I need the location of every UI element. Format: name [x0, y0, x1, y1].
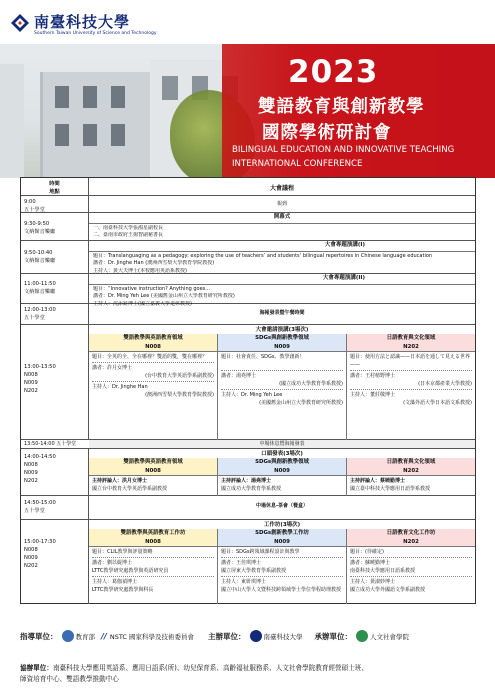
session-heading: 口頭發表(3場次)	[89, 449, 475, 461]
session-heading: 大會專題演講(II)	[89, 274, 475, 285]
session-speaker: 講者：劉苡緹博士	[92, 560, 133, 567]
co-organizer-text-2: 師資培育中心、雙語教學推動中心	[20, 674, 119, 683]
header-time-place	[21, 178, 89, 195]
divider	[221, 389, 343, 390]
host-unit: 南臺科技大學	[263, 632, 303, 641]
session-heading: 開幕式	[89, 213, 475, 224]
session-track: 雙語教學與英語教育領域	[123, 459, 183, 465]
photo-window	[162, 76, 178, 100]
session-column	[347, 529, 475, 605]
sponsor-host	[250, 630, 303, 642]
photo-window	[111, 124, 125, 146]
row-room: N009	[24, 380, 38, 387]
photo-window	[55, 124, 69, 146]
row-content: 中場休息-茶會（餐盒）	[255, 503, 309, 509]
session-track: 日語教育與文化領域	[386, 335, 436, 341]
session-column-head	[218, 458, 346, 476]
row-time: 9:30-9:50	[24, 221, 50, 227]
table-row	[21, 304, 475, 325]
conference-title-en-2: INTERNATIONAL CONFERENCE	[232, 159, 363, 169]
host-label: 主辦單位：	[208, 631, 246, 641]
session-speaker-affil: (台中教育大學英語學系副教授)	[145, 373, 214, 380]
photo-window	[83, 124, 97, 146]
session-column	[89, 458, 218, 496]
session-room: N202	[403, 538, 419, 545]
conference-title-zh-1: 雙語教育與創新教學	[258, 97, 425, 117]
session-host: 主持人：董莊敬博士	[350, 392, 396, 399]
session-speaker-affil: (日本京都產業大學教授)	[418, 381, 472, 388]
photo-window	[83, 86, 97, 108]
session-room: N008	[145, 538, 161, 545]
divider	[92, 576, 214, 577]
row-time: 13:00-13:50	[24, 364, 56, 370]
session-topic: 題目：使用方法と認識——日本語を通して見える世界——	[350, 354, 471, 369]
row-time-cell	[21, 449, 89, 495]
session-column-head	[347, 529, 475, 547]
session-topic: 題目：全英的全、全在哪裡？雙語的雙，雙在哪裡？	[92, 354, 208, 361]
divider	[350, 576, 472, 577]
session-moderator-affil: 國立台中教育大學英語學系副教授	[92, 486, 168, 493]
row-room: N009	[24, 470, 38, 477]
co-organizer-block	[20, 663, 480, 685]
row-place: 文納館音樂廳	[24, 229, 56, 236]
row-time: 9:00	[24, 199, 36, 205]
row-time-cell	[21, 325, 89, 439]
row-time: 14:00-14:50	[24, 454, 56, 460]
session-host: 主持人：Dr. Ming Yeh Lee	[221, 392, 283, 399]
conference-banner	[0, 0, 495, 178]
row-time: 15:00-17:30	[24, 539, 56, 545]
session-room: N202	[403, 467, 419, 474]
table-row	[21, 196, 475, 213]
session-line: 主持人：黃大夫博士(本校應用英語系教授)	[93, 268, 187, 275]
session-line: 題目：“Innovative instruction? Anything goes...	[93, 285, 211, 292]
session-track: SDGs與創新教學領域	[255, 335, 309, 341]
row-place: 五十學堂	[24, 508, 45, 515]
row-content	[89, 274, 475, 308]
table-row	[21, 241, 475, 274]
parallel-sessions	[89, 334, 475, 440]
session-line: 講者：Dr. Jinghe Han (澳洲西雪梨大學教育學院教授)	[93, 260, 215, 267]
row-time: 11:00-11:50	[24, 281, 56, 287]
session-column	[347, 334, 475, 440]
session-room: N009	[274, 538, 290, 545]
session-moderator: 主持評論人：蔡曉勤博士	[350, 478, 406, 485]
organizer-unit: 人文社會學院	[370, 632, 410, 641]
row-place: 文納館音樂廳	[24, 289, 56, 296]
session-room: N009	[274, 343, 290, 350]
session-speaker: 講者：王佳琪博士	[221, 560, 262, 567]
row-place: 五十學堂	[24, 315, 45, 322]
row-room: N202	[24, 388, 38, 395]
row-room: N202	[24, 563, 38, 570]
session-track: 日語教育文化工作坊	[386, 530, 436, 536]
session-column-head	[89, 458, 217, 476]
header-agenda: 大會議程	[269, 185, 294, 192]
row-time-cell	[21, 496, 89, 519]
conference-title-en-1: BILINGUAL EDUCATION AND INNOVATIVE TEACHING	[232, 145, 455, 155]
parallel-sessions	[89, 529, 475, 605]
sponsor-footer	[0, 604, 495, 700]
parallel-sessions	[89, 458, 475, 496]
session-host: 主持人：東妍琪博士	[221, 579, 267, 586]
table-row	[21, 520, 475, 605]
session-column-head	[218, 529, 346, 547]
sponsor-nstc	[101, 632, 194, 641]
session-room: N008	[145, 343, 161, 350]
university-logo-icon	[9, 12, 31, 34]
row-room: N008	[24, 547, 38, 554]
row-time-cell	[21, 274, 89, 303]
session-column	[218, 334, 347, 440]
sponsor-organizer	[356, 630, 409, 642]
divider	[221, 576, 343, 577]
session-host-affil: LTTC教學研究處教學與科長	[92, 587, 154, 594]
photo-window	[111, 86, 125, 108]
row-content	[89, 520, 475, 605]
conference-year: 2023	[288, 54, 379, 90]
session-column-head	[89, 529, 217, 547]
co-organizer-text-1: 南臺科技大學應用英語系、應用日語系(所)、幼兒保育系、高齡福祉服務系、人文社會學院教育經營碩士班、	[52, 664, 369, 672]
session-room: N008	[145, 467, 161, 474]
table-row	[21, 449, 475, 496]
session-host: 主持人：Dr. Jinghe Han	[92, 384, 148, 391]
sponsor-line	[20, 630, 415, 642]
session-column-head	[347, 458, 475, 476]
session-line: 講者：Dr. Ming Yeh Lee (美國舊金山州立大學教育研究所教授)	[93, 293, 235, 300]
session-room: N009	[274, 467, 290, 474]
session-heading: 大會專題演講(I)	[89, 241, 475, 252]
divider	[221, 370, 343, 371]
row-content: 報到	[276, 201, 287, 207]
table-row	[21, 440, 475, 449]
row-time: 14:50-15:00	[24, 500, 56, 506]
session-track: SDGs創新教學工作坊	[255, 530, 309, 536]
session-moderator: 主持評論人：湯堯博士	[221, 478, 272, 485]
session-speaker-affil: 國立屏東大學教育學系副教授	[221, 568, 287, 575]
row-time: 13:50-14:00	[24, 441, 55, 447]
photo-building-left	[40, 72, 150, 178]
session-column	[89, 529, 218, 605]
session-track: 日語教育與文化領域	[386, 459, 436, 465]
session-moderator: 主持評論人：洪月女博士	[92, 478, 148, 485]
row-content	[89, 213, 475, 240]
session-heading: 工作坊(3場次)	[89, 520, 475, 532]
university-name-zh: 南臺科技大學	[34, 13, 131, 31]
session-column	[218, 458, 347, 496]
table-row	[21, 213, 475, 241]
divider	[92, 362, 214, 363]
row-time-cell	[21, 241, 89, 273]
photo-window	[55, 86, 69, 108]
session-line: 主持人：沈添鉦博士(國立嘉義大學退休教授)	[93, 301, 192, 308]
row-place: 五十學堂	[24, 207, 45, 214]
row-time-cell	[21, 520, 89, 605]
session-host-affil: (澳洲西雪梨大學教育學院教授)	[145, 392, 214, 399]
agenda-table	[20, 177, 476, 604]
session-track: 雙語教學與英語教育領域	[123, 335, 183, 341]
logo-bar	[0, 0, 495, 44]
table-row	[21, 274, 475, 308]
divider	[350, 557, 472, 558]
row-time-cell	[21, 440, 89, 448]
sponsor-nstc-label: NSTC 國家科學及技術委員會	[109, 632, 195, 641]
session-host: 主持人：葛伽禎博士	[92, 579, 138, 586]
row-content	[89, 325, 475, 439]
session-host-affil: (文藻外語大學日本語文系教授)	[403, 400, 472, 407]
divider	[350, 370, 472, 371]
row-time: 12:00-13:00	[24, 307, 56, 313]
session-heading: 大會邀請演講(3場次)	[89, 325, 475, 337]
nstc-logo-icon: //	[101, 631, 107, 641]
session-topic: 題目：SDGs跨領域課程設計與教學	[221, 549, 300, 556]
session-moderator-affil: 國立臺中科技大學應用日語學系教授	[350, 486, 431, 493]
session-line: 二、臺南市政府王揚智副秘書長	[93, 232, 164, 239]
divider	[92, 381, 214, 382]
session-host-affil: 國立成功大學外國語文學系副教授	[350, 587, 426, 594]
organizer-label: 承辦單位：	[314, 631, 353, 641]
session-topic: 題目：CLIL教學與評量策略	[92, 549, 153, 556]
session-column	[89, 334, 218, 440]
guide-label: 指導單位：	[20, 631, 58, 641]
row-time: 9:50-10:40	[24, 250, 53, 256]
university-emblem-icon	[250, 630, 262, 642]
divider	[92, 557, 214, 558]
spacer	[221, 361, 343, 369]
session-column-head	[218, 334, 346, 352]
co-organizer-label: 協辦單位：	[20, 664, 53, 672]
row-room: N008	[24, 462, 38, 469]
university-name-en: Southern Taiwan University of Science and Technology	[34, 31, 157, 36]
sponsor-moe-label: 教育部	[75, 632, 95, 641]
divider	[350, 389, 472, 390]
session-speaker-affil: LTTC教學研究處教學與英語研究員	[92, 568, 169, 575]
row-content	[89, 449, 475, 495]
row-content: 海報發表暨午餐時間	[259, 310, 305, 316]
row-place: 五十學堂	[56, 441, 77, 447]
session-speaker-affil: (國立成功大學教育學系教授)	[279, 381, 343, 388]
photo-pillar	[0, 64, 24, 178]
session-column	[347, 458, 475, 496]
session-track: SDGs與創新教學領域	[255, 459, 309, 465]
session-column	[218, 529, 347, 605]
row-time-cell	[21, 304, 89, 324]
session-topic: 題目：社會責任、SDGs、教學創新！	[221, 354, 305, 361]
sponsor-moe	[62, 630, 96, 642]
session-speaker-affil: 南臺科技大學應用日語系教授	[350, 568, 416, 575]
session-topic: 題目：(待確定)	[350, 549, 384, 556]
session-column-head	[89, 334, 217, 352]
session-line: 題目：Translanguaging as a pedagogy: exploring the use of teachers’ and students’ bilingual repertoires in Chinese language education	[93, 252, 433, 259]
session-speaker: 講者：許月女博士	[92, 365, 133, 372]
row-content	[89, 241, 475, 273]
session-speaker: 講者：湯堯博士	[221, 373, 257, 380]
table-header-row	[21, 178, 475, 196]
table-row	[21, 496, 475, 520]
session-speaker: 講者：蘇曉勤博士	[350, 560, 391, 567]
session-column-head	[347, 334, 475, 352]
table-row	[21, 325, 475, 440]
moe-emblem-icon	[62, 630, 74, 642]
college-emblem-icon	[356, 630, 368, 642]
session-host: 主持人：黃淑妙博士	[350, 579, 396, 586]
row-room: N202	[24, 478, 38, 485]
conference-title-zh-2: 國際學術研討會	[262, 123, 392, 143]
session-line: 一、南臺科技大學張鴻星副校長	[93, 224, 164, 231]
session-moderator-affil: 國立成功大學教育學系教授	[221, 486, 282, 493]
session-host-affil: 國立中山大學人文暨科技跨領域學士學位學程助理教授	[221, 587, 342, 594]
session-speaker: 講者：王村植野博士	[350, 373, 396, 380]
session-room: N202	[403, 343, 419, 350]
row-room: N008	[24, 372, 38, 379]
session-host-affil: (美國舊金山州立大學教育研究所教授)	[259, 400, 343, 407]
row-time-cell	[21, 213, 89, 240]
row-room: N009	[24, 555, 38, 562]
row-place: 文納館音樂廳	[24, 258, 56, 265]
divider	[221, 557, 343, 558]
session-track: 雙語教學與英語教育工作坊	[120, 530, 186, 536]
header-time: 時間	[49, 181, 60, 187]
row-time-cell	[21, 196, 89, 212]
row-content: 中場休息暨海報發表	[89, 440, 475, 448]
header-place: 地點	[49, 189, 60, 196]
